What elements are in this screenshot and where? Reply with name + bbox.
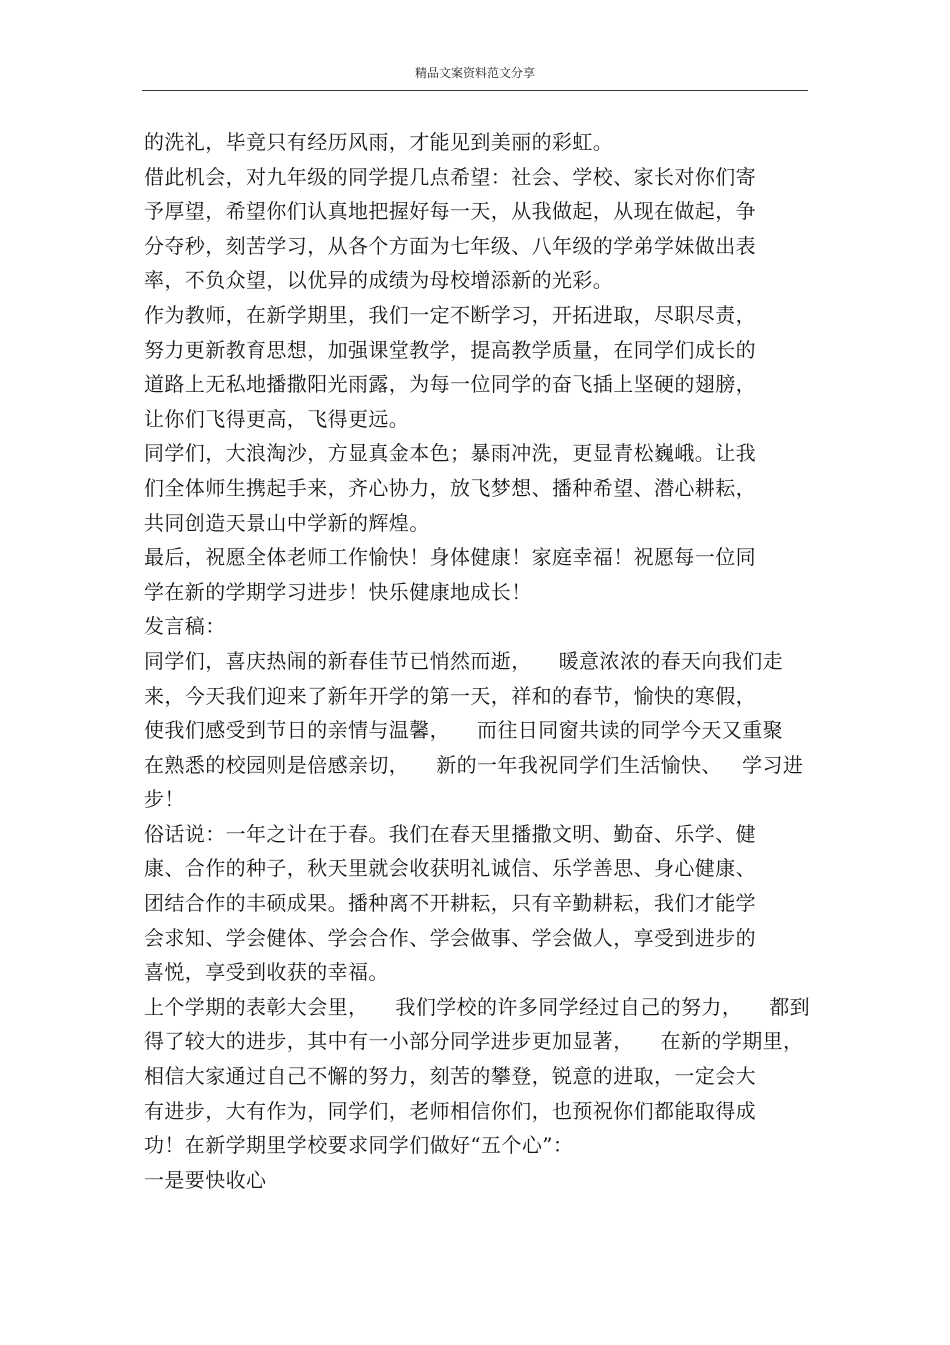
text-line: 让你们飞得更高，飞得更远。 (144, 406, 410, 431)
text-line: 最后，祝愿全体老师工作愉快！身体健康！家庭幸福！祝愿每一位同 (144, 545, 756, 570)
text-line: 道路上无私地播撒阳光雨露，为每一位同学的奋飞插上坚硬的翅膀， (144, 372, 756, 397)
page-header (0, 0, 950, 92)
text-line: 俗话说：一年之计在于春。我们在春天里播撒文明、勤奋、乐学、健 (144, 821, 756, 846)
text-line: 步！ (144, 787, 185, 812)
text-line: 上个学期的表彰大会里， 我们学校的许多同学经过自己的努力， 都到 (144, 994, 811, 1019)
text-line: 喜悦，享受到收获的幸福。 (144, 960, 389, 985)
text-line: 一是要快收心 (144, 1167, 267, 1192)
document-body (144, 125, 814, 1197)
text-line: 努力更新教育思想，加强课堂教学，提高教学质量，在同学们成长的 (144, 337, 756, 362)
text-line: 会求知、学会健体、学会合作、学会做事、学会做人，享受到进步的 (144, 925, 756, 950)
text-line: 有进步，大有作为，同学们，老师相信你们，也预祝你们都能取得成 (144, 1098, 756, 1123)
text-line: 相信大家通过自己不懈的努力，刻苦的攀登，锐意的进取，一定会大 (144, 1064, 756, 1089)
text-line: 共同创造天景山中学新的辉煌。 (144, 510, 430, 535)
text-line: 在熟悉的校园则是倍感亲切， 新的一年我祝同学们生活愉快、 学习进 (144, 752, 804, 777)
text-line: 作为教师，在新学期里，我们一定不断学习，开拓进取，尽职尽责， (144, 302, 756, 327)
text-line: 功！在新学期里学校要求同学们做好“五个心”： (144, 1133, 574, 1158)
text-line: 予厚望，希望你们认真地把握好每一天，从我做起，从现在做起，争 (144, 199, 756, 224)
header-divider (142, 90, 808, 91)
text-line: 康、合作的种子，秋天里就会收获明礼诚信、乐学善思、身心健康、 (144, 856, 756, 881)
text-line: 同学们，喜庆热闹的新春佳节已悄然而逝， 暖意浓浓的春天向我们走 (144, 648, 784, 673)
text-line: 使我们感受到节日的亲情与温馨， 而往日同窗共读的同学今天又重聚 (144, 718, 784, 743)
text-line: 得了较大的进步，其中有一小部分同学进步更加显著， 在新的学期里， (144, 1029, 804, 1054)
text-line: 来，今天我们迎来了新年开学的第一天，祥和的春节，愉快的寒假， (144, 683, 756, 708)
text-line: 学在新的学期学习进步！快乐健康地成长！ (144, 579, 532, 604)
text-line: 同学们，大浪淘沙，方显真金本色；暴雨冲洗，更显青松巍峨。让我 (144, 441, 756, 466)
text-line: 团结合作的丰硕成果。播种离不开耕耘，只有辛勤耕耘，我们才能学 (144, 891, 756, 916)
text-line: 分夺秒，刻苦学习，从各个方面为七年级、八年级的学弟学妹做出表 (144, 233, 756, 258)
text-line: 发言稿： (144, 614, 226, 639)
text-line: 借此机会，对九年级的同学提几点希望：社会、学校、家长对你们寄 (144, 164, 756, 189)
text-line: 的洗礼，毕竟只有经历风雨，才能见到美丽的彩虹。 (144, 130, 614, 154)
text-line: 率，不负众望，以优异的成绩为母校增添新的光彩。 (144, 268, 614, 293)
text-line: 们全体师生携起手来，齐心协力，放飞梦想、播种希望、潜心耕耘， (144, 475, 756, 500)
header-title: 精品文案资料范文分享 (414, 66, 535, 80)
